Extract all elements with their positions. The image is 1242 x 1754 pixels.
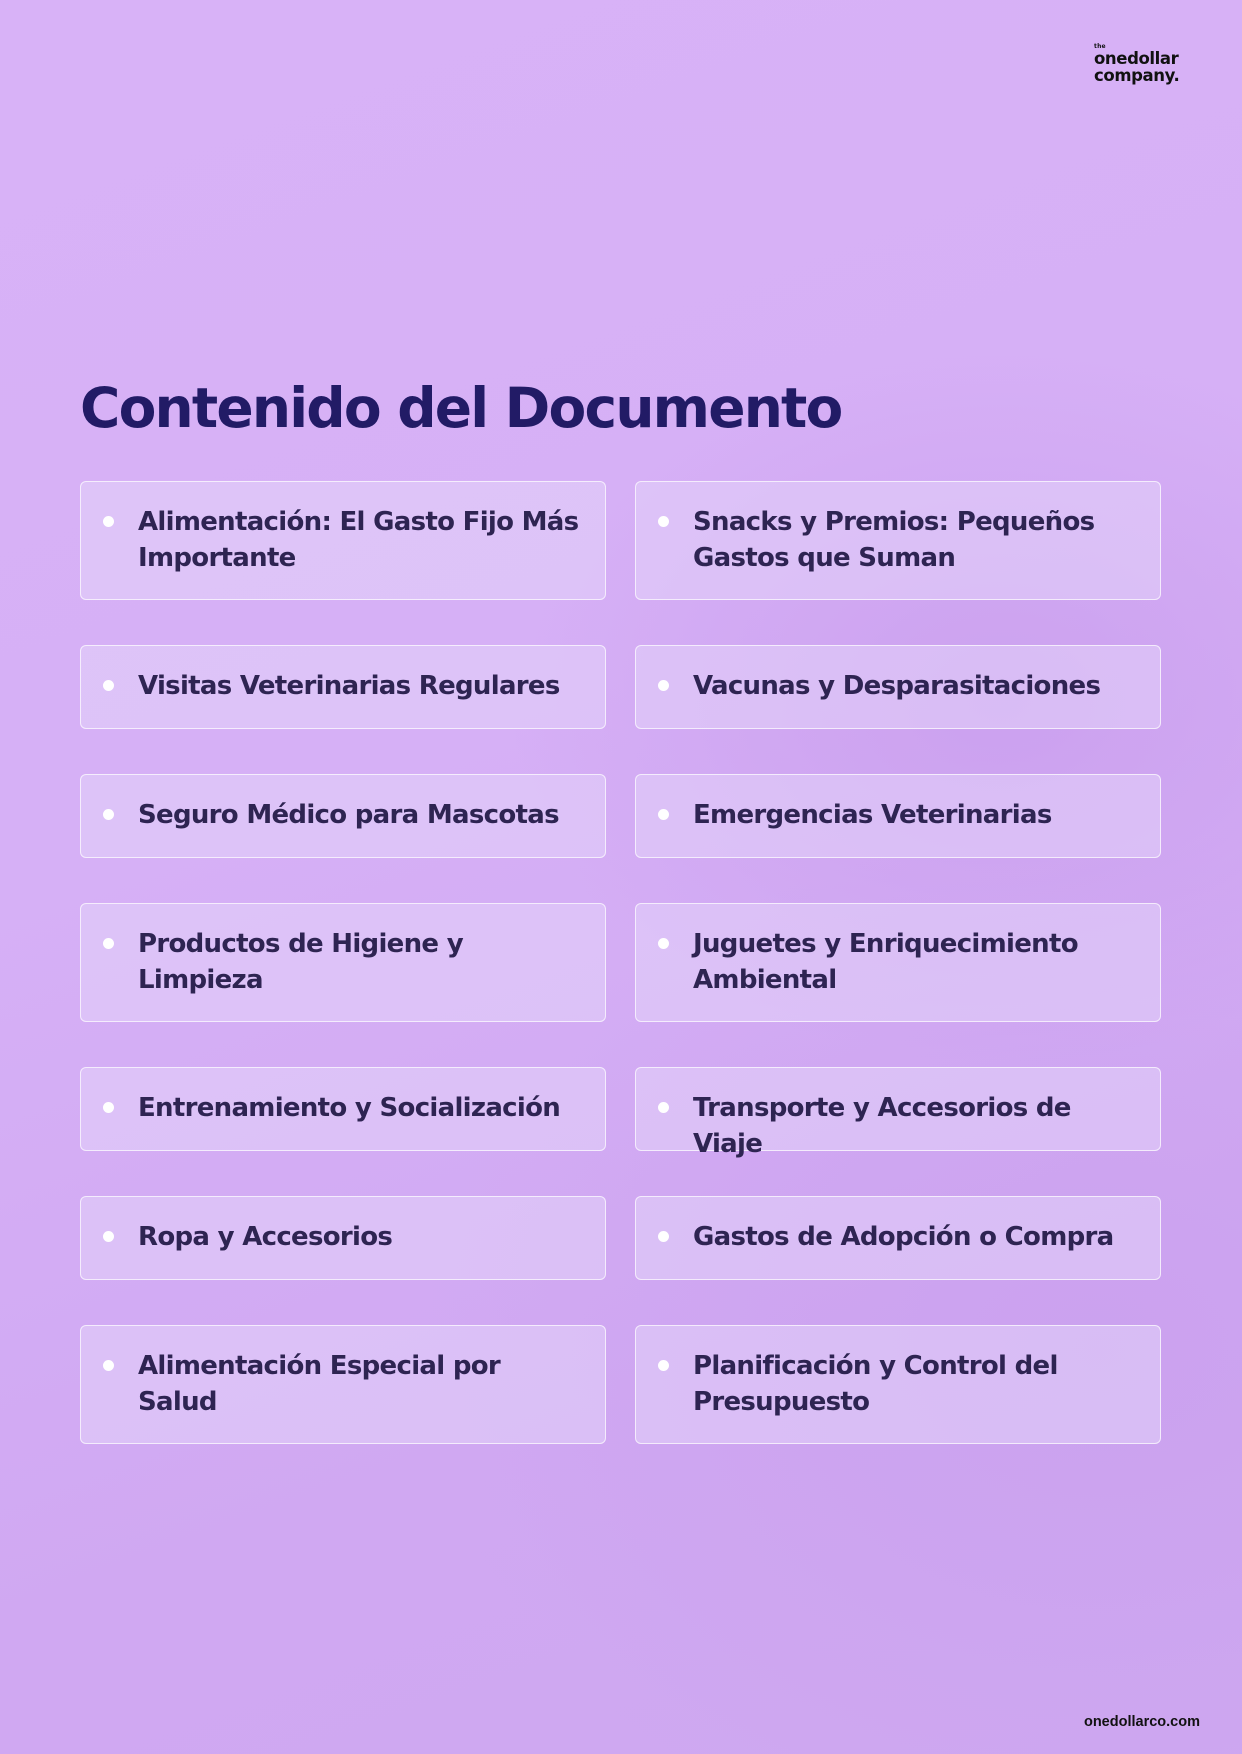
bullet-icon <box>658 1231 669 1242</box>
logo-line-2: company. <box>1094 65 1180 85</box>
toc-item-label: Alimentación: El Gasto Fijo Más Importante <box>138 507 579 573</box>
bullet-icon <box>103 809 114 820</box>
toc-item <box>635 774 1161 858</box>
bullet-icon <box>103 680 114 691</box>
logo-line-1: onedollar <box>1094 49 1179 68</box>
footer-url: onedollarco.com <box>1083 1714 1200 1730</box>
toc-item-label: Visitas Veterinarias Regulares <box>138 671 560 701</box>
toc-item-label: Entrenamiento y Socialización <box>138 1093 561 1123</box>
page-title: Contenido del Documento <box>80 376 842 440</box>
bullet-icon <box>658 680 669 691</box>
toc-item <box>635 1067 1161 1159</box>
toc-item-label: Productos de Higiene y Limpieza <box>138 929 463 995</box>
bullet-icon <box>103 1231 114 1242</box>
bullet-icon <box>658 809 669 820</box>
toc-item <box>635 1325 1161 1444</box>
toc-item <box>635 481 1161 600</box>
toc-item-label: Ropa y Accesorios <box>138 1222 393 1252</box>
toc-item <box>80 645 606 729</box>
toc-item <box>80 1067 606 1151</box>
toc-item-label: Planificación y Control del Presupuesto <box>693 1351 1058 1417</box>
logo-small-text: the <box>1094 43 1106 50</box>
toc-item-label: Emergencias Veterinarias <box>693 800 1052 830</box>
bullet-icon <box>658 1102 669 1113</box>
toc-item <box>80 774 606 858</box>
toc-item <box>635 903 1161 1022</box>
toc-item <box>80 1196 606 1280</box>
toc-item <box>80 481 606 600</box>
toc-item-label: Transporte y Accesorios de Viaje <box>693 1093 1071 1159</box>
toc-item-label: Juguetes y Enriquecimiento Ambiental <box>693 929 1078 995</box>
toc-item-label: Seguro Médico para Mascotas <box>138 800 559 830</box>
bullet-icon <box>103 1360 114 1371</box>
toc-item <box>80 903 606 1022</box>
bullet-icon <box>103 516 114 527</box>
bullet-icon <box>103 938 114 949</box>
bullet-icon <box>658 1360 669 1371</box>
brand-logo <box>1094 44 1194 84</box>
bullet-icon <box>103 1102 114 1113</box>
toc-item <box>635 645 1161 729</box>
toc-item-label: Alimentación Especial por Salud <box>138 1351 501 1417</box>
toc-item-label: Snacks y Premios: Pequeños Gastos que Suman <box>693 507 1095 573</box>
toc-item-label: Gastos de Adopción o Compra <box>693 1222 1114 1252</box>
toc-item-label: Vacunas y Desparasitaciones <box>693 671 1101 701</box>
bullet-icon <box>658 516 669 527</box>
toc-item <box>80 1325 606 1444</box>
toc-item <box>635 1196 1161 1280</box>
bullet-icon <box>658 938 669 949</box>
